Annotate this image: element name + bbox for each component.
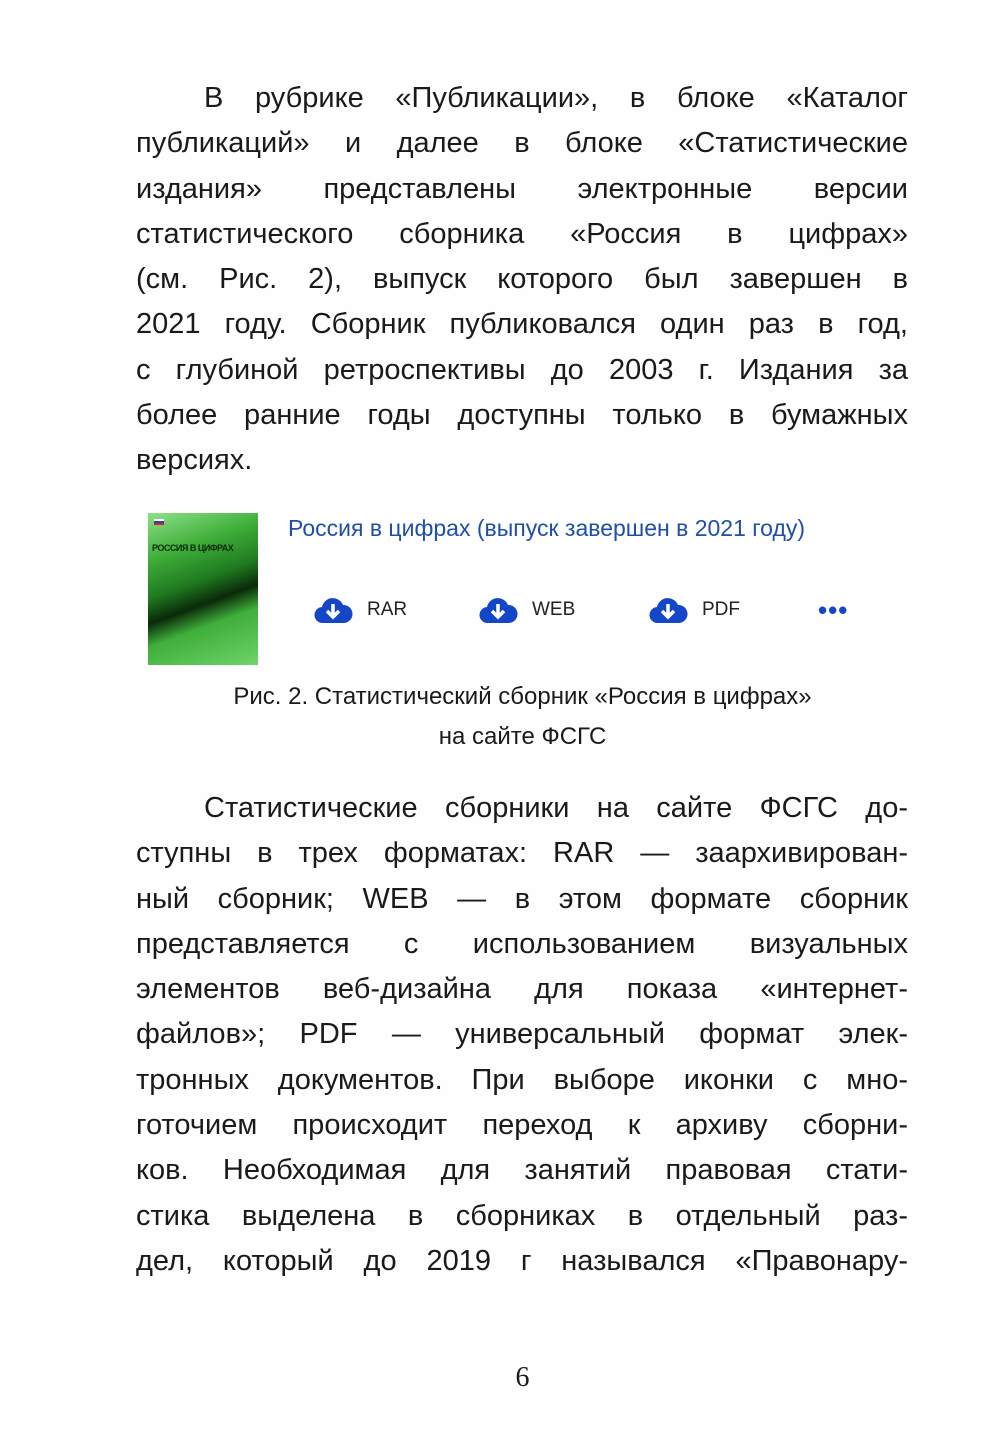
text-line: дел, который до 2019 г назывался «Правонару-	[136, 1244, 908, 1277]
book-cover-image[interactable]	[148, 513, 258, 665]
text-line: ков. Необходимая для занятий правовая стати-	[136, 1154, 908, 1187]
caption-line: на сайте ФСГС	[438, 723, 607, 750]
text-line: ный сборник; WEB — в этом формате сборник	[136, 882, 908, 915]
text-line: публикаций» и далее в блоке «Статистические	[136, 127, 908, 160]
text-line: (см. Рис. 2), выпуск которого был завершен в	[136, 263, 908, 296]
text-line: 2021 году. Сборник публиковался один раз в год,	[136, 308, 908, 341]
text-line: издания» представлены электронные версии	[136, 172, 908, 205]
download-web-button[interactable]	[478, 595, 575, 625]
download-label: RAR	[367, 599, 408, 620]
text-line: тронных документов. При выборе иконки с мно-	[136, 1063, 908, 1096]
cloud-download-icon	[648, 595, 688, 625]
text-line: Статистические сборники на сайте ФСГС до-	[204, 792, 908, 824]
paragraph-2	[136, 786, 908, 1284]
text-line: элементов веб-дизайна для показа «интернет-	[136, 973, 908, 1006]
text-line: версиях.	[136, 444, 253, 477]
text-line: В рубрике «Публикации», в блоке «Каталог	[204, 82, 908, 114]
text-line: более ранние годы доступны только в бумажных	[136, 399, 908, 432]
figure-caption	[0, 677, 1000, 757]
download-rar-button[interactable]	[313, 595, 407, 625]
cloud-download-icon	[313, 595, 353, 625]
text-line: готочием происходит переход к архиву сборни-	[136, 1109, 908, 1142]
paragraph-1	[136, 76, 908, 484]
text-line: стика выделена в сборниках в отдельный раз-	[136, 1199, 908, 1232]
publication-title-link[interactable]: Россия в цифрах (выпуск завершен в 2021 году)	[288, 515, 806, 541]
download-label: PDF	[702, 599, 740, 620]
download-pdf-button[interactable]	[648, 595, 740, 625]
download-label: WEB	[532, 599, 576, 620]
cover-title: РОССИЯ В ЦИФРАХ	[152, 543, 234, 553]
text-line: представляется с использованием визуальных	[136, 927, 908, 960]
text-line: ступны в трех форматах: RAR — заархивирован-	[136, 837, 908, 870]
caption-line: Рис. 2. Статистический сборник «Россия в цифрах»	[233, 683, 812, 710]
flag-icon	[154, 519, 164, 525]
text-line: статистического сборника «Россия в цифрах»	[136, 217, 908, 250]
page-number: 6	[515, 1362, 530, 1393]
figure-2	[148, 513, 908, 668]
text-line: с глубиной ретроспективы до 2003 г. Издания за	[136, 353, 908, 386]
cloud-download-icon	[478, 595, 518, 625]
text-line: файлов»; PDF — универсальный формат элек-	[136, 1018, 908, 1051]
more-archive-button[interactable]: •••	[818, 595, 849, 625]
